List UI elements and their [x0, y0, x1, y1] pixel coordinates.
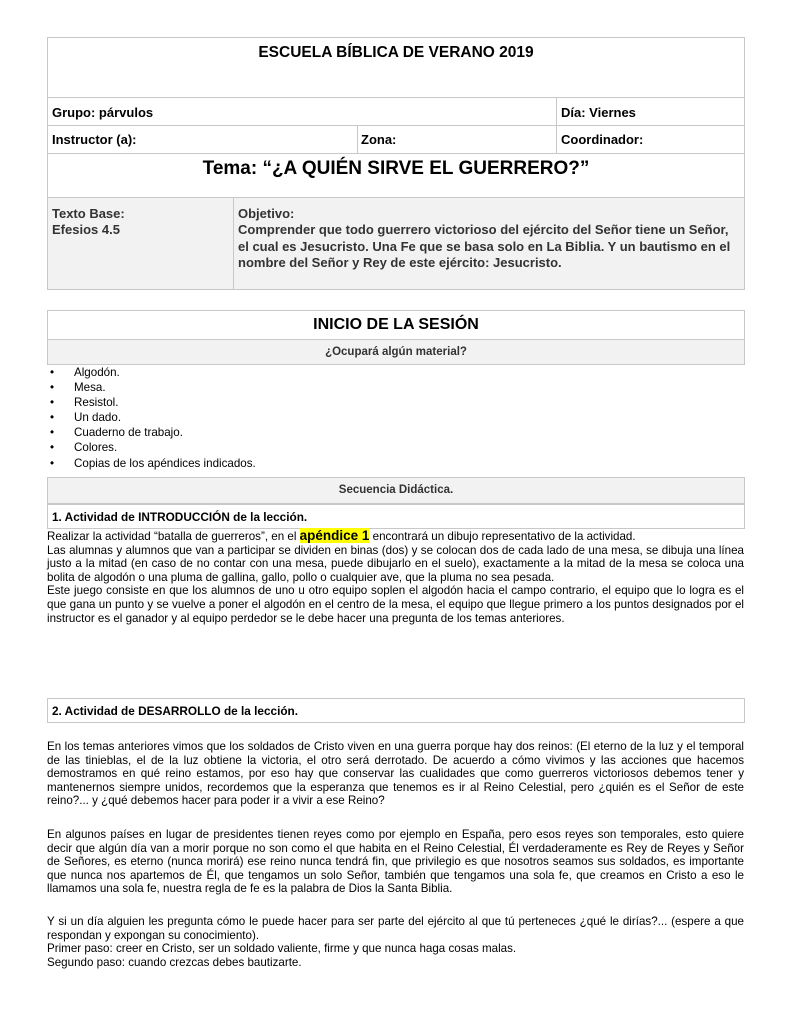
objetivo-text: Comprender que todo guerrero victorioso del ejército del Señor tiene un Señor, el cual es Jesucristo. Una Fe que se basa solo en La Biblia. Y un bautismo en el nombre del Señor y Rey de este ejército: Jesucristo. [238, 222, 731, 270]
instructor-label: Instructor (a): [52, 132, 137, 147]
activity2-p1: En los temas anteriores vimos que los soldados de Cristo viven en una guerra porque hay dos reinos: (El eterno de la luz y el temporal de las tinieblas, el de la luz obtiene la victoria, el otro será derrotado. De acuerdo a cómo vivimos y las acciones que hacemos demostramos en qué reino estamos, por eso hay que conservar las cualidades que como guerreros victoriosos debemos tener y mantenernos siempre unidos, recordemos que la esperanza que tenemos es ir al Reino Celestial, pero ¿quién es el Señor de este reino?... y ¿qué debemos hacer para poder ir a vivir a ese Reino? [47, 740, 744, 808]
session-title: INICIO DE LA SESIÓN [313, 316, 479, 333]
zona-label: Zona: [361, 132, 397, 147]
tema-heading: Tema: “¿A QUIÉN SIRVE EL GUERRERO?” [202, 158, 590, 179]
activity2-p5: Segundo paso: cuando crezcas debes bautizarte. [47, 955, 302, 969]
material-question: ¿Ocupará algún material? [325, 346, 467, 358]
coordinador-label: Coordinador: [561, 132, 644, 147]
sequence-label: Secuencia Didáctica. [338, 484, 454, 496]
activity1-text [47, 529, 744, 625]
list-item: • Un dado. [50, 411, 122, 425]
texto-base-value: Efesios 4.5 [52, 222, 120, 237]
apendice-highlight: apéndice 1 [299, 528, 370, 543]
activity1-p3: Este juego consiste en que los alumnos de uno u otro equipo soplen el algodón hacia el campo contrario, el equipo que lo logra es el que gana un punto y se vuelve a poner el algodón en el centro de la mesa, el equipo que llegue primero a los puntos designados por el instructor es el ganador y al equipo perdedor se le debe hacer una pregunta de los temas anteriores. [47, 584, 744, 625]
activity2-title: 2. Actividad de DESARROLLO de la lección. [52, 704, 299, 718]
list-item: • Cuaderno de trabajo. [50, 426, 183, 440]
activity2-p3: Y si un día alguien les pregunta cómo le puede hacer para ser parte del ejército al que tú perteneces ¿qué le dirías?... (espere a que respondan y expongan su conocimiento). Primer paso: creer en Cristo, ser un soldado valiente, firme y que nunca haga cosas malas. Segundo paso: cuando crezcas debes bautizarte. [47, 915, 744, 969]
page-title: ESCUELA BÍBLICA DE VERANO 2019 [258, 44, 534, 61]
list-item: • Mesa. [50, 381, 106, 395]
activity1-intro: Realizar la actividad “batalla de guerreros”, en el apéndice 1 encontrará un dibujo representativo de la actividad. [47, 528, 636, 543]
materials-list [47, 365, 256, 471]
texto-base-label: Texto Base: [52, 206, 125, 221]
list-item: • Copias de los apéndices indicados. [50, 456, 256, 470]
objetivo-label: Objetivo: [238, 206, 295, 221]
dia-label: Día: Viernes [561, 105, 636, 120]
list-item: • Resistol. [50, 396, 119, 410]
list-item: • Colores. [50, 441, 118, 455]
activity2-p2: En algunos países en lugar de presidentes tienen reyes como por ejemplo en España, pero esos reyes son temporales, esto quiere decir que algún día van a morir porque no son como el que habita en el Reino Celestial, Él verdaderamente es Rey de Reyes y Señor de Señores, es eterno (nunca morirá) ese reino nunca tendrá fin, que privilegio es que nosotros seamos sus soldados, es importante que nunca nos apartemos de Él, que tengamos un solo Señor, también que tengamos una sola fe, que creamos en Cristo a eso le llamamos una sola fe, nuestra regla de fe es la palabra de Dios la Santa Biblia. [47, 828, 744, 896]
activity1-title: 1. Actividad de INTRODUCCIÓN de la lección. [52, 510, 308, 524]
grupo-label: Grupo: párvulos [52, 105, 154, 120]
activity1-p2: Las alumnas y alumnos que van a participar se dividen en binas (dos) y se colocan dos de cada lado de una mesa, se dibuja una línea justo a la mitad (en caso de no contar con una mesa, puede dibujarlo en el suelo), exactamente a la mitad de la mesa se coloca una bolita de algodón o una pluma de gallina, gallo, pollo o cualquier ave, que la pluma no sea pesada. [47, 543, 744, 584]
list-item: • Algodón. [50, 366, 120, 379]
activity2-p4: Primer paso: creer en Cristo, ser un soldado valiente, firme y que nunca haga cosas malas. [47, 942, 517, 956]
